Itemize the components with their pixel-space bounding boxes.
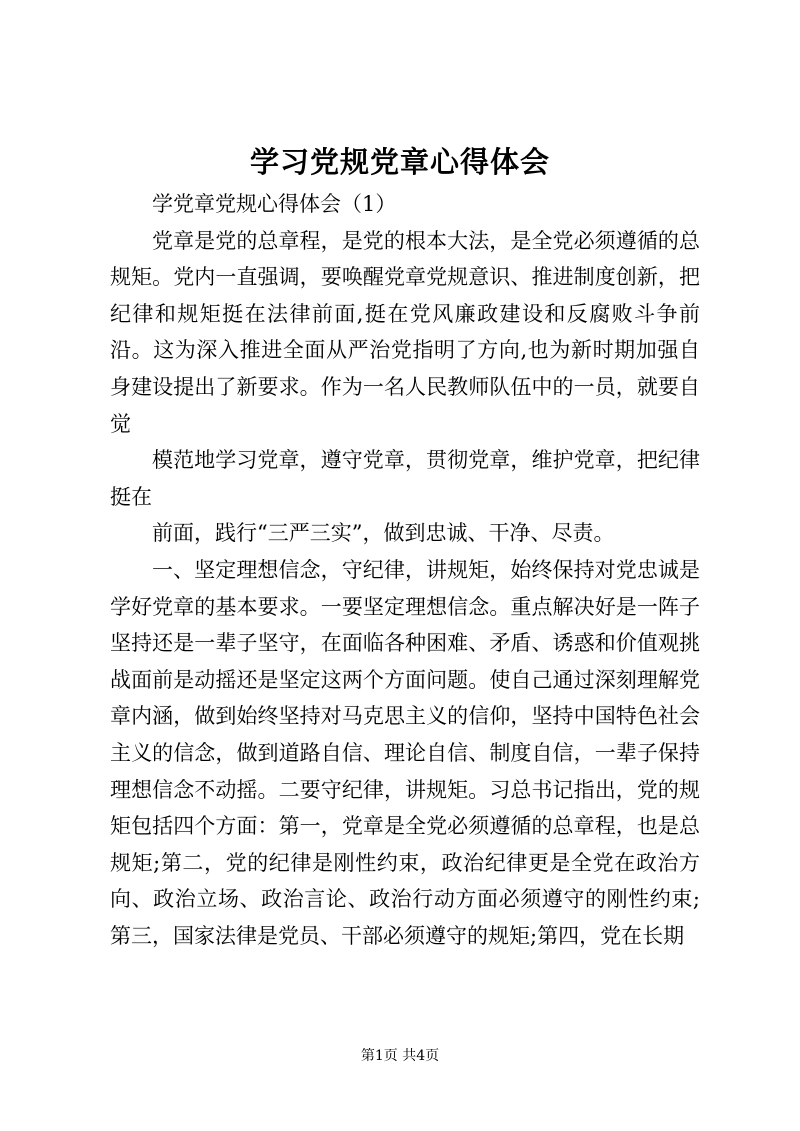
paragraph-model-study: 模范地学习党章，遵守党章，贯彻党章，维护党章，把纪律挺在: [110, 448, 700, 509]
document-body: [110, 186, 700, 954]
paragraph-practice: 前面，践行“三严三实”，做到忠诚、干净、尽责。: [152, 521, 615, 546]
paragraph-intro: 党章是党的总章程，是党的根本大法，是全党必须遵循的总规矩。党内一直强调，要唤醒党章党规意识、推进制度创新，把纪律和规矩挺在法律前面,挺在党风廉政建设和反腐败斗争前沿。这为深入推进全面从严治党指明了方向,也为新时期加强自身建设提出了新要求。作为一名人民教师队伍中的一员，就要自觉: [110, 228, 700, 436]
document-title: 学习党规党章心得体会: [249, 145, 550, 179]
page-footer: 第1页 共4页: [360, 1048, 440, 1064]
paragraph-section-one: 一、坚定理想信念，守纪律，讲规矩，始终保持对党忠诚是学好党章的基本要求。一要坚定理想信念。重点解决好是一阵子坚持还是一辈子坚守，在面临各种困难、矛盾、诱惑和价值观挑战面前是动摇还是坚定这两个方面问题。使自己通过深刻理解党章内涵，做到始终坚持对马克思主义的信仰，坚持中国特色社会主义的信念，做到道路自信、理论自信、制度自信，一辈子保持理想信念不动摇。二要守纪律，讲规矩。习总书记指出，党的规矩包括四个方面：第一，党章是全党必须遵循的总章程，也是总规矩;第二，党的纪律是刚性约束，政治纪律更是全党在政治方向、政治立场、政治言论、政治行动方面必须遵守的刚性约束;第三，国家法律是党员、干部必须遵守的规矩;第四，党在长期: [110, 557, 700, 948]
paragraph-subtitle: 学党章党规心得体会（1）: [152, 192, 397, 216]
